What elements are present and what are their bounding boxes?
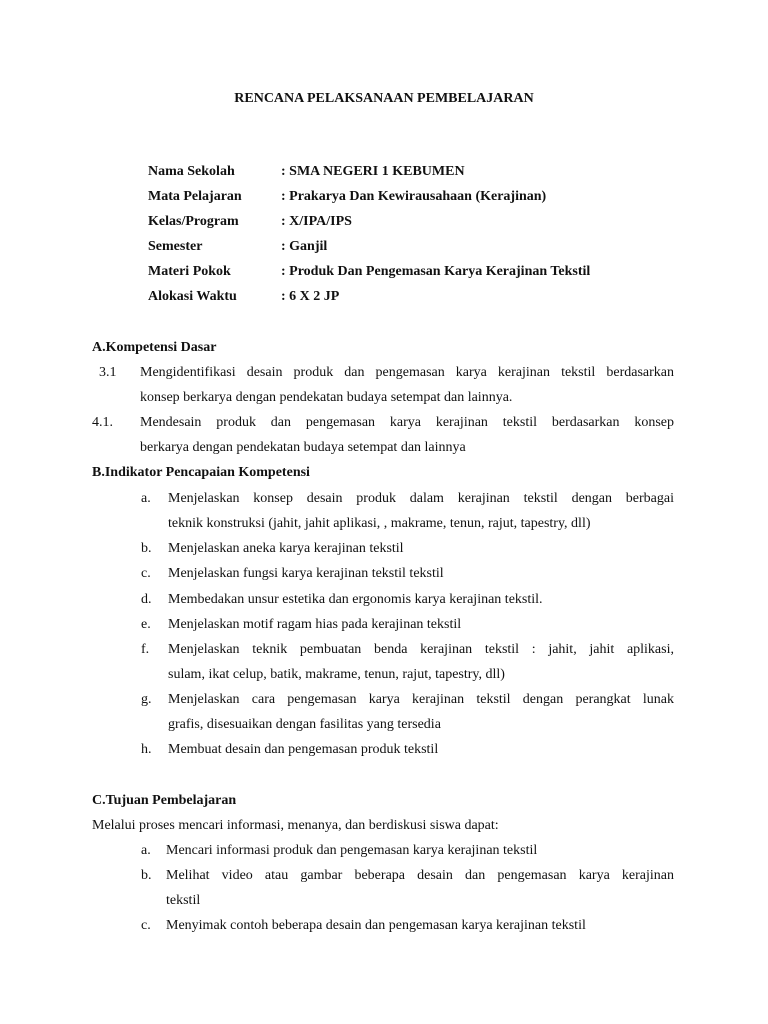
list-item-text: Menyimak contoh beberapa desain dan pengemasan karya kerajinan tekstil	[166, 918, 586, 933]
identity-row	[148, 259, 708, 284]
list-item-text: Menjelaskan aneka karya kerajinan tekstil	[168, 541, 404, 556]
item-number: 4.1.	[92, 415, 113, 430]
item-number: 3.1	[99, 365, 117, 380]
list-letter: c.	[141, 566, 151, 581]
section-heading-tujuan: C.Tujuan Pembelajaran	[92, 793, 237, 808]
identity-row	[148, 184, 708, 209]
identity-label: Materi Pokok	[148, 264, 231, 279]
identity-value: : Produk Dan Pengemasan Karya Kerajinan Tekstil	[281, 264, 591, 279]
identity-row	[148, 284, 708, 309]
identity-label: Mata Pelajaran	[148, 189, 242, 204]
list-item-text: grafis, disesuaikan dengan fasilitas yang tersedia	[168, 717, 441, 732]
identity-value: : Prakarya Dan Kewirausahaan (Kerajinan)	[281, 189, 547, 204]
identity-row	[148, 209, 708, 234]
identity-label: Nama Sekolah	[148, 164, 235, 179]
item-text-line: Mendesain produk dan pengemasan karya kerajinan tekstil berdasarkan konsep	[140, 415, 674, 430]
identity-label: Kelas/Program	[148, 214, 239, 229]
identity-value: : X/IPA/IPS	[281, 214, 352, 229]
identity-row	[148, 234, 708, 259]
section-heading-indikator: B.Indikator Pencapaian Kompetensi	[92, 465, 310, 480]
identity-value: : 6 X 2 JP	[281, 289, 340, 304]
list-item-text: Menjelaskan motif ragam hias pada kerajinan tekstil	[168, 617, 462, 632]
list-letter: e.	[141, 617, 151, 632]
item-text-line: Mengidentifikasi desain produk dan pengemasan karya kerajinan tekstil berdasarkan	[140, 365, 674, 380]
list-letter: g.	[141, 692, 152, 707]
identity-value: : Ganjil	[281, 239, 328, 254]
list-item-text: Menjelaskan teknik pembuatan benda kerajinan tekstil : jahit, jahit aplikasi,	[168, 642, 674, 657]
list-item-text: Menjelaskan fungsi karya kerajinan tekstil tekstil	[168, 566, 444, 581]
list-letter: c.	[141, 918, 151, 933]
section-heading-kompetensi-dasar: A.Kompetensi Dasar	[92, 340, 217, 355]
document-title: RENCANA PELAKSANAAN PEMBELAJARAN	[234, 91, 534, 106]
list-letter: a.	[141, 491, 151, 506]
list-item-text: Mencari informasi produk dan pengemasan karya kerajinan tekstil	[166, 843, 538, 858]
list-letter: h.	[141, 742, 152, 757]
list-item-text: Membuat desain dan pengemasan produk tekstil	[168, 742, 439, 757]
list-letter: b.	[141, 868, 152, 883]
item-text-line: konsep berkarya dengan pendekatan budaya setempat dan lainnya.	[140, 390, 513, 405]
section-intro: Melalui proses mencari informasi, menanya, dan berdiskusi siswa dapat:	[92, 818, 499, 833]
item-text-line: berkarya dengan pendekatan budaya setempat dan lainnya	[140, 440, 466, 455]
list-item-text: Menjelaskan konsep desain produk dalam kerajinan tekstil dengan berbagai	[168, 491, 674, 506]
list-letter: d.	[141, 592, 152, 607]
list-item-text: tekstil	[166, 893, 201, 908]
list-item-text: Membedakan unsur estetika dan ergonomis karya kerajinan tekstil.	[168, 592, 543, 607]
list-item-text: sulam, ikat celup, batik, makrame, tenun, rajut, tapestry, dll)	[168, 667, 505, 682]
list-letter: f.	[141, 642, 150, 657]
list-item-text: Melihat video atau gambar beberapa desain dan pengemasan karya kerajinan	[166, 868, 674, 883]
list-item-text: teknik konstruksi (jahit, jahit aplikasi, , makrame, tenun, rajut, tapestry, dll)	[168, 516, 591, 531]
list-letter: b.	[141, 541, 152, 556]
identity-row	[148, 159, 708, 184]
identity-value: : SMA NEGERI 1 KEBUMEN	[281, 164, 465, 179]
list-item-text: Menjelaskan cara pengemasan karya kerajinan tekstil dengan perangkat lunak	[168, 692, 674, 707]
identity-label: Alokasi Waktu	[148, 289, 237, 304]
list-letter: a.	[141, 843, 151, 858]
identity-label: Semester	[148, 239, 203, 254]
